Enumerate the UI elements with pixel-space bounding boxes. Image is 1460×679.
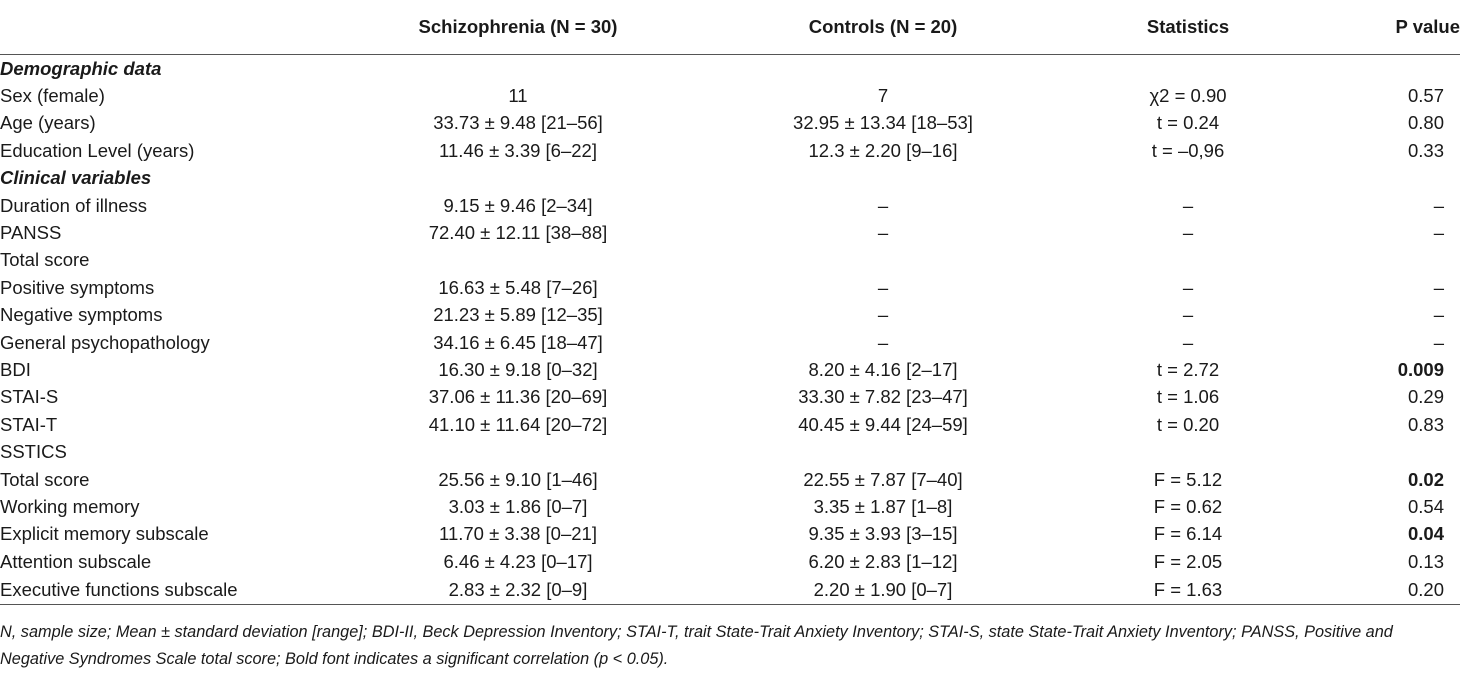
cell-statistics: χ2 = 0.90 [1149,85,1227,107]
cell-controls: 32.95 ± 13.34 [18–53] [793,112,973,134]
row-label: Sex (female) [0,85,105,107]
cell-schizophrenia: 21.23 ± 5.89 [12–35] [433,304,603,326]
cell-schizophrenia: 2.83 ± 2.32 [0–9] [348,575,688,605]
cell-controls: 3.35 ± 1.87 [1–8] [813,495,953,517]
cell-p-value [1298,247,1460,274]
table-body [0,55,1460,605]
cell-controls: 22.55 ± 7.87 [7–40] [803,468,963,490]
cell-schizophrenia: 3.03 ± 1.86 [0–7] [448,495,588,517]
header-schizophrenia: Schizophrenia (N = 30) [348,0,688,55]
row-label: Working memory [0,495,140,517]
cell-p-value: 0.009 [1397,358,1444,380]
cell-controls: 33.30 ± 7.82 [23–47] [798,386,968,408]
cell-p-value: – [1433,222,1444,244]
cell-controls: 2.20 ± 1.90 [0–7] [688,575,1078,605]
cell-schizophrenia [348,438,688,465]
table-row [0,137,1460,164]
table-row [0,219,1460,246]
row-label: Executive functions subscale [0,575,348,605]
table-row [0,575,1460,605]
row-label: General psychopathology [0,331,210,353]
row-label: Explicit memory subscale [0,523,209,545]
section-header-row [0,55,1460,83]
cell-p-value: – [1433,194,1444,216]
row-label: STAI-S [0,386,59,408]
cell-p-value: 0.04 [1407,523,1444,545]
cell-controls [688,247,1078,274]
cell-statistics: – [1182,276,1194,298]
cell-p-value: 0.54 [1407,495,1444,517]
cell-controls: 40.45 ± 9.44 [24–59] [798,413,968,435]
table-row [0,384,1460,411]
header-controls: Controls (N = 20) [688,0,1078,55]
row-label: Total score [0,468,90,490]
row-label: PANSS [0,222,62,244]
table-row [0,302,1460,329]
cell-schizophrenia: 34.16 ± 6.45 [18–47] [433,331,603,353]
table-row [0,466,1460,493]
table-row [0,356,1460,383]
row-label: Age (years) [0,112,96,134]
header-row [0,0,1460,55]
cell-controls: 12.3 ± 2.20 [9–16] [808,139,958,161]
table-row [0,493,1460,520]
table-row [0,411,1460,438]
row-label: SSTICS [0,441,67,463]
table-row [0,329,1460,356]
header-p-value: P value [1298,0,1460,55]
cell-schizophrenia: 6.46 ± 4.23 [0–17] [443,550,593,572]
section-header-row [0,165,1460,192]
cell-statistics [1078,247,1298,274]
cell-p-value [1298,438,1460,465]
cell-p-value: 0.83 [1407,413,1444,435]
cell-statistics: – [1182,331,1194,353]
row-label: Duration of illness [0,194,148,216]
cell-statistics: F = 1.63 [1078,575,1298,605]
cell-controls: – [877,222,889,244]
table-row [0,438,1460,465]
cell-schizophrenia: 16.30 ± 9.18 [0–32] [438,358,598,380]
cell-controls: – [877,194,889,216]
cell-schizophrenia: 72.40 ± 12.11 [38–88] [428,222,608,244]
cell-p-value: – [1433,276,1444,298]
table-row [0,274,1460,301]
cell-controls: 8.20 ± 4.16 [2–17] [808,358,958,380]
cell-controls: – [877,276,889,298]
cell-p-value: – [1433,331,1444,353]
row-label: Positive symptoms [0,276,155,298]
cell-controls: 9.35 ± 3.93 [3–15] [808,523,958,545]
section-title: Demographic data [0,57,162,79]
cell-controls: – [877,331,889,353]
cell-p-value: – [1433,304,1444,326]
table-row [0,247,1460,274]
cell-controls [688,438,1078,465]
cell-p-value: 0.13 [1407,550,1444,572]
cell-p-value: 0.80 [1407,112,1444,134]
cell-p-value: 0.20 [1298,575,1460,605]
cell-statistics: – [1182,222,1194,244]
cell-p-value: 0.57 [1407,85,1444,107]
cell-schizophrenia: 11 [508,85,528,107]
row-label: Attention subscale [0,550,152,572]
cell-schizophrenia: 25.56 ± 9.10 [1–46] [438,468,598,490]
row-label: Total score [0,249,90,271]
cell-controls: 7 [877,85,889,107]
cell-statistics: t = 0.24 [1156,112,1220,134]
cell-controls: – [877,304,889,326]
header-statistics: Statistics [1078,0,1298,55]
cell-statistics: t = 0.20 [1156,413,1220,435]
cell-statistics: – [1182,304,1194,326]
cell-statistics: t = 2.72 [1156,358,1220,380]
cell-schizophrenia: 37.06 ± 11.36 [20–69] [428,386,608,408]
cell-controls: 6.20 ± 2.83 [1–12] [808,550,958,572]
cell-p-value: 0.29 [1407,386,1444,408]
row-label: STAI-T [0,413,58,435]
cell-schizophrenia: 11.70 ± 3.38 [0–21] [439,523,597,545]
cell-statistics: F = 2.05 [1153,550,1223,572]
section-title: Clinical variables [0,167,152,189]
cell-statistics: t = –0,96 [1151,139,1225,161]
cell-schizophrenia: 16.63 ± 5.48 [7–26] [438,276,598,298]
cell-statistics: F = 5.12 [1153,468,1223,490]
cell-schizophrenia: 33.73 ± 9.48 [21–56] [433,112,603,134]
cell-p-value: 0.02 [1407,468,1444,490]
cell-schizophrenia: 9.15 ± 9.46 [2–34] [443,194,593,216]
table-row [0,110,1460,137]
cell-statistics: F = 0.62 [1153,495,1223,517]
row-label: Negative symptoms [0,304,163,326]
row-label: Education Level (years) [0,139,195,161]
row-label: BDI [0,358,31,380]
table-row [0,82,1460,109]
cell-statistics [1078,438,1298,465]
cell-schizophrenia: 11.46 ± 3.39 [6–22] [439,139,597,161]
table-footnote: N, sample size; Mean ± standard deviation [range]; BDI-II, Beck Depression Inventory; STAI-T, trait State-Trait Anxiety Inventory; STAI-S, state State-Trait Anxiety Inventory; PANSS, Positive and Negative Syndromes Scale total score; Bold font indicates a significant correlation (p < 0.05). [0,623,1393,668]
cell-schizophrenia: 41.10 ± 11.64 [20–72] [428,413,608,435]
table-row [0,521,1460,548]
header-label [0,0,348,55]
table-row [0,192,1460,219]
table-row [0,548,1460,575]
cell-p-value: 0.33 [1407,139,1444,161]
cell-schizophrenia [348,247,688,274]
cell-statistics: F = 6.14 [1153,523,1223,545]
cell-statistics: t = 1.06 [1156,386,1220,408]
cell-statistics: – [1182,194,1194,216]
